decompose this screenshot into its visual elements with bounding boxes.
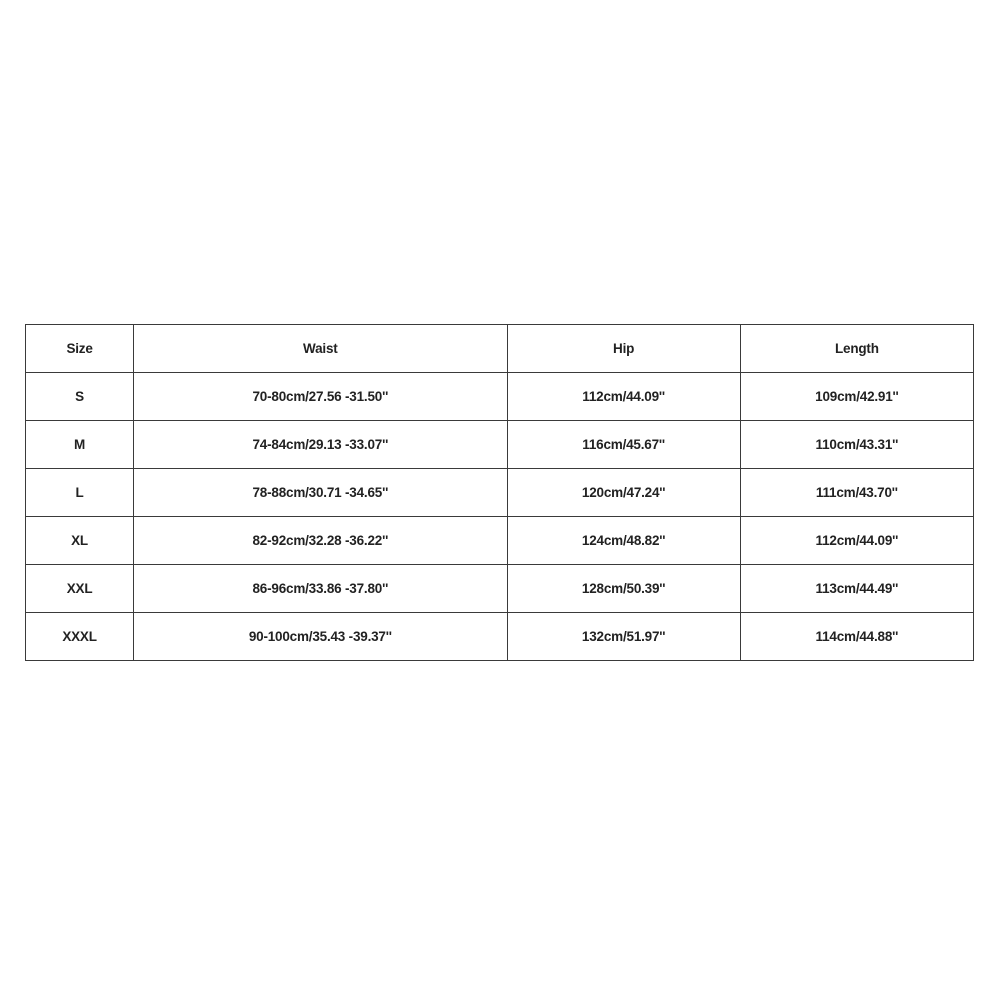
cell-length: 109cm/42.91'': [740, 373, 973, 421]
cell-hip: 132cm/51.97'': [507, 613, 740, 661]
header-length: Length: [740, 325, 973, 373]
cell-length: 114cm/44.88'': [740, 613, 973, 661]
table-body: [26, 373, 974, 661]
cell-hip: 120cm/47.24'': [507, 469, 740, 517]
cell-waist: 82-92cm/32.28 -36.22'': [134, 517, 507, 565]
cell-size: L: [26, 469, 134, 517]
header-waist: Waist: [134, 325, 507, 373]
size-chart-table: [25, 324, 974, 661]
table-row: [26, 421, 974, 469]
cell-hip: 124cm/48.82'': [507, 517, 740, 565]
table-header-row: [26, 325, 974, 373]
header-size: Size: [26, 325, 134, 373]
table-header: [26, 325, 974, 373]
cell-hip: 128cm/50.39'': [507, 565, 740, 613]
cell-size: XL: [26, 517, 134, 565]
cell-size: M: [26, 421, 134, 469]
cell-length: 110cm/43.31'': [740, 421, 973, 469]
cell-hip: 116cm/45.67'': [507, 421, 740, 469]
cell-waist: 78-88cm/30.71 -34.65'': [134, 469, 507, 517]
table-row: [26, 517, 974, 565]
cell-waist: 74-84cm/29.13 -33.07'': [134, 421, 507, 469]
cell-length: 112cm/44.09'': [740, 517, 973, 565]
cell-length: 113cm/44.49'': [740, 565, 973, 613]
cell-length: 111cm/43.70'': [740, 469, 973, 517]
cell-size: XXL: [26, 565, 134, 613]
header-hip: Hip: [507, 325, 740, 373]
cell-hip: 112cm/44.09'': [507, 373, 740, 421]
cell-size: XXXL: [26, 613, 134, 661]
table-row: [26, 565, 974, 613]
cell-size: S: [26, 373, 134, 421]
table-row: [26, 613, 974, 661]
cell-waist: 86-96cm/33.86 -37.80'': [134, 565, 507, 613]
table-row: [26, 373, 974, 421]
cell-waist: 90-100cm/35.43 -39.37'': [134, 613, 507, 661]
cell-waist: 70-80cm/27.56 -31.50'': [134, 373, 507, 421]
table-row: [26, 469, 974, 517]
